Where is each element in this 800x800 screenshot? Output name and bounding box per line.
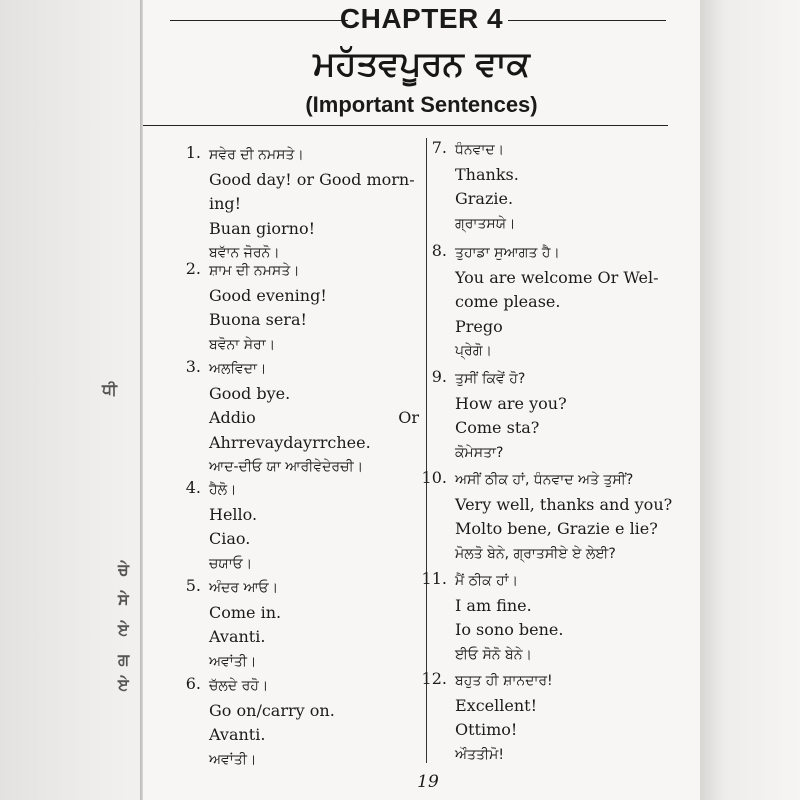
italian-translation: Molto bene, Grazie e lie? [455,519,658,538]
book-page [143,0,700,800]
phrase-entry-2 [171,259,421,357]
chapter-label: CHAPTER 4 [339,3,504,34]
entry-number: 8. [431,241,447,260]
english-translation: come please. [455,292,561,311]
pronunciation: ਬਵਾੱਨ ਜੋਰਨੋ। [209,245,280,261]
phrase-entry-5 [171,576,421,674]
chapter-title: ਮਹੱਤਵਪੂਰਨ ਵਾਕ [313,44,530,84]
phrase-entry-3 [171,357,421,480]
pronunciation: ਈਓ ਸੋਨੋ ਬੇਨੇ। [455,646,532,663]
punjabi-phrase: ਅਲਵਿਦਾ। [209,361,267,377]
punjabi-phrase: ਤੁਸੀਂ ਕਿਵੇਂ ਹੋ? [455,371,526,387]
entry-number: 11. [421,569,447,588]
punjabi-phrase: ਸਵੇਰ ਦੀ ਨਮਸਤੇ। [209,147,304,163]
english-translation: Hello. [209,504,258,524]
entry-number: 3. [185,357,201,376]
pronunciation: ਅਵਾਂਤੀ। [209,653,257,670]
page-number: 19 [417,772,439,792]
entry-number: 4. [185,478,201,497]
pronunciation: ਔਤਤੀਮੋ! [455,746,504,763]
pronunciation: ਆਦ-ਦੀਓ ਯਾ ਆਰੀਵੇਦੇਰਚੀ। [209,459,364,475]
phrase-entry-10 [417,468,673,566]
entry-number: 7. [431,138,447,157]
left-page-bleed-mark: ਸੇ [118,590,129,609]
phrase-entry-9 [417,367,667,465]
italian-translation: Ahrrevaydayrrchee. [209,432,371,452]
left-page-bleed-mark: ਏ [118,675,129,694]
entry-number: 2. [185,259,201,278]
entry-number: 10. [421,468,447,487]
punjabi-phrase: ਮੈਂ ਠੀਕ ਹਾਂ। [455,573,519,589]
english-translation: I am fine. [455,595,532,615]
pronunciation: ਪ੍ਰੇਗੋ। [455,343,492,359]
pronunciation: ਚਯਾਓ। [209,555,253,572]
italian-translation: Ottimo! [455,720,518,739]
phrase-entry-4 [171,478,421,576]
italian-translation: Buan giorno! [209,218,315,238]
punjabi-phrase: ਸ਼ਾਮ ਦੀ ਨਮਸਤੇ। [209,263,300,279]
left-page-edge [0,0,140,800]
chapter-subtitle: (Important Sentences) [305,92,538,117]
english-translation: Excellent! [455,695,537,715]
phrase-entry-7 [417,138,667,236]
phrase-entry-6 [171,674,421,772]
pronunciation: ਬਵੋਨਾ ਸੇਰਾ। [209,336,276,353]
italian-translation: Come sta? [455,418,540,437]
phrase-entry-1 [171,143,421,266]
left-page-bleed-mark: ਧੀ [102,380,117,399]
pronunciation: ਗ੍ਰਾਤਸਯੇ। [455,215,516,232]
italian-translation-row [209,406,419,431]
english-translation: Go on/carry on. [209,700,335,720]
entry-number: 5. [185,576,201,595]
english-translation: Come in. [209,602,282,622]
english-translation: Thanks. [455,164,519,184]
entry-number: 9. [431,367,447,386]
english-translation: You are welcome Or Wel- [455,267,659,287]
english-translation: Good bye. [209,383,291,403]
left-page-bleed-mark: ਏ [118,620,129,639]
italian-translation: Avanti. [209,725,266,744]
phrase-entry-8 [417,241,667,364]
punjabi-phrase: ਧੰਨਵਾਦ। [455,142,505,158]
entry-number: 6. [185,674,201,693]
punjabi-phrase: ਤੁਹਾਡਾ ਸੁਆਗਤ ਹੈ। [455,245,560,261]
italian-translation: Io sono bene. [455,620,564,639]
punjabi-phrase: ਬਹੁਤ ਹੀ ਸ਼ਾਨਦਾਰ! [455,673,553,689]
english-translation: How are you? [455,393,567,413]
italian-translation: Prego [455,316,503,336]
english-translation: Very well, thanks and you? [455,494,673,514]
pronunciation: ਕੋਮੇਸਤਾ? [455,444,504,461]
entry-number: 1. [185,143,201,162]
entry-number: 12. [421,669,447,688]
english-translation: Good day! or Good morn- [209,169,415,189]
italian-translation: Avanti. [209,627,266,646]
punjabi-phrase: ਚੱਲਦੇ ਰਹੋ। [209,678,269,694]
punjabi-phrase: ਅੰਦਰ ਆਓ। [209,580,279,596]
header-rule-bottom [143,125,668,126]
italian-translation: Addio [209,408,256,427]
italian-translation: Ciao. [209,529,251,548]
english-translation: ing! [209,194,242,213]
conjunction-or: Or [398,408,419,427]
left-page-bleed-mark: ਚੇ [118,560,129,579]
english-translation: Good evening! [209,285,327,305]
pronunciation: ਮੋਲਤੋ ਬੇਨੇ, ਗ੍ਰਾਤਸੀਏ ਏ ਲੇਈ? [455,545,616,562]
italian-translation: Buona sera! [209,310,307,329]
phrase-entry-12 [417,669,667,767]
left-page-bleed-mark: ਗ [118,650,130,669]
phrase-entry-11 [417,569,667,667]
italian-translation: Grazie. [455,189,514,208]
punjabi-phrase: ਹੈਲੋ। [209,482,237,498]
pronunciation: ਅਵਾਂਤੀ। [209,751,257,768]
punjabi-phrase: ਅਸੀਂ ਠੀਕ ਹਾਂ, ਧੰਨਵਾਦ ਅਤੇ ਤੁਸੀਂ? [455,472,634,488]
right-page-edge [700,0,800,800]
